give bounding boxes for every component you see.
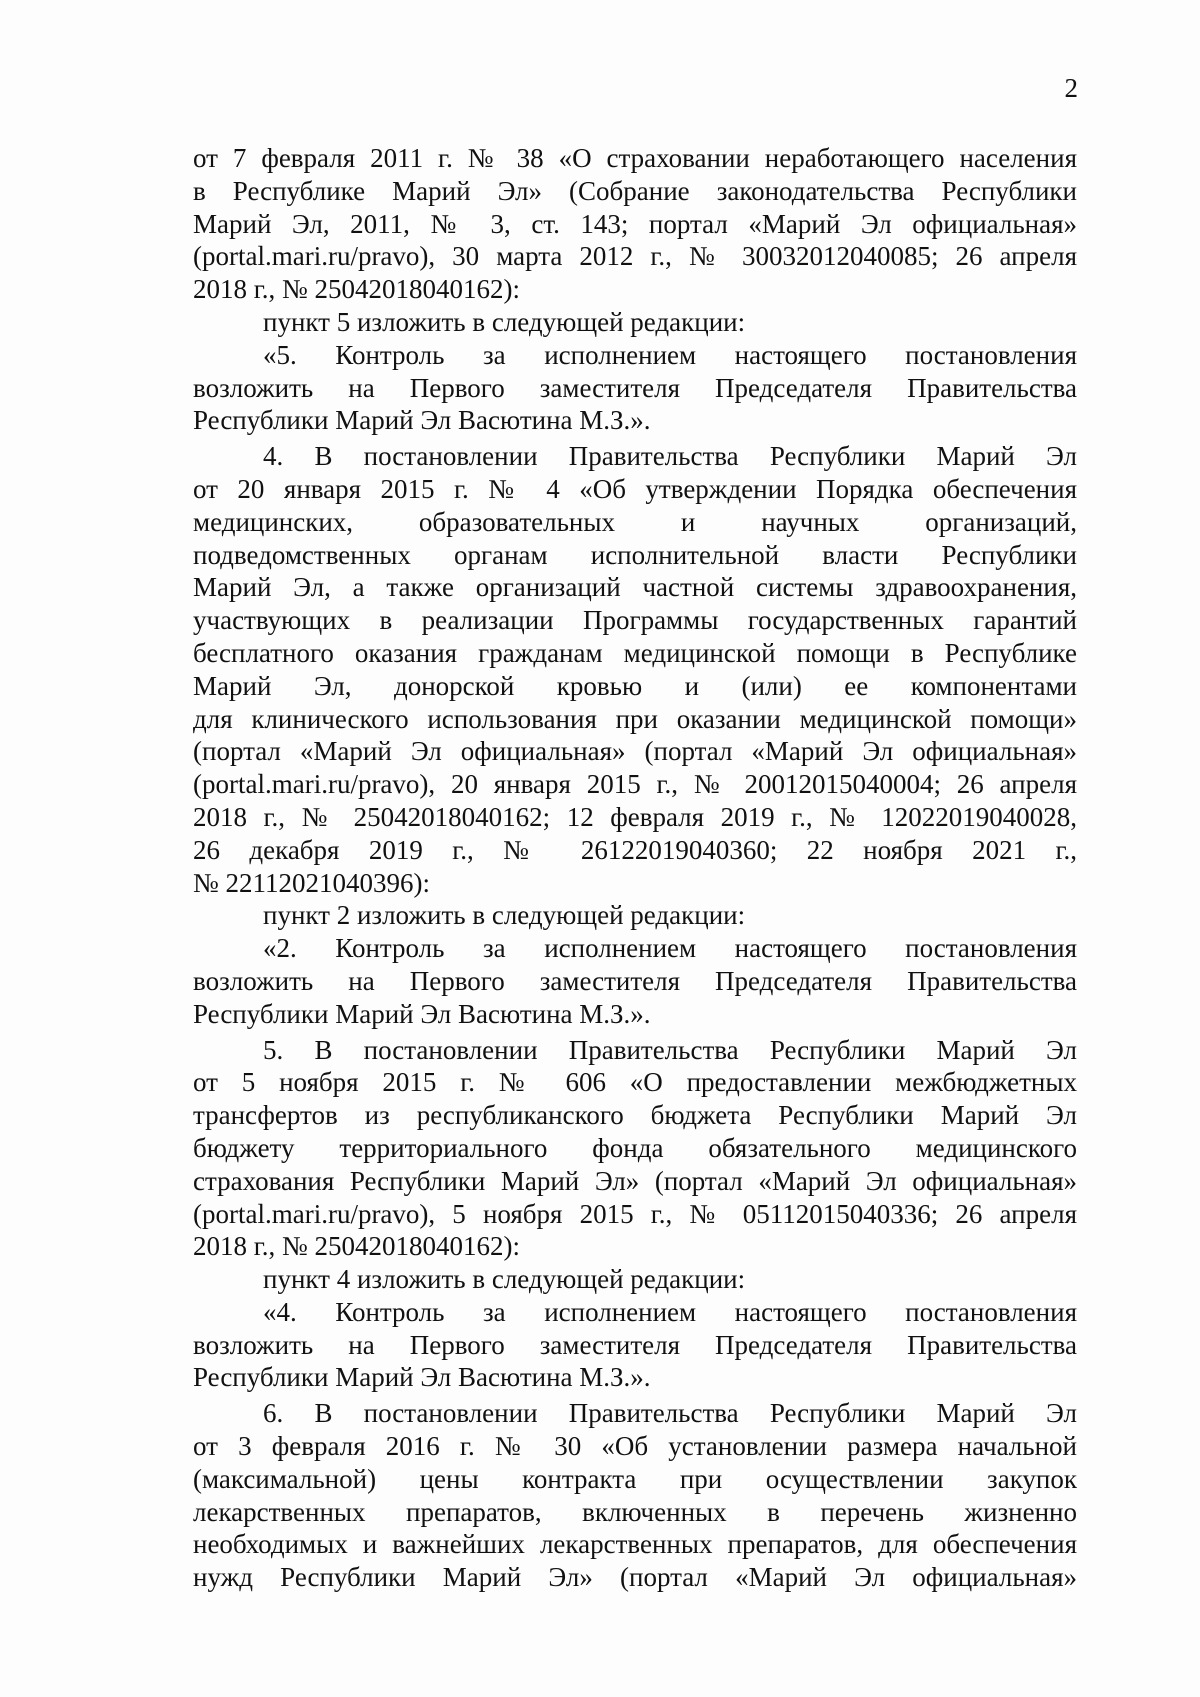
text-line: «4. Контроль за исполнением настоящего постановления [263, 1296, 1077, 1327]
text-line: возложить на Первого заместителя Председателя Правительства [193, 1329, 1077, 1360]
text-line: 2018 г., № 25042018040162): [193, 274, 521, 305]
text-line: участвующих в реализации Программы государственных гарантий [193, 605, 1077, 636]
text-line: пункт 5 изложить в следующей редакции: [263, 306, 746, 337]
text-line: «2. Контроль за исполнением настоящего постановления [263, 933, 1077, 964]
text-line: необходимых и важнейших лекарственных препаратов, для обеспечения [193, 1529, 1077, 1560]
text-line: (портал «Марий Эл официальная» (портал «Марий Эл официальная» [193, 736, 1077, 767]
page-number: 2 [1064, 73, 1078, 103]
text-line: Марий Эл, 2011, № 3, ст. 143; портал «Марий Эл официальная» [193, 208, 1077, 239]
text-line: Республики Марий Эл Васютина М.З.». [193, 998, 651, 1029]
text-line: бюджету территориального фонда обязательного медицинского [193, 1132, 1077, 1163]
text-line: (portal.mari.ru/pravo), 20 января 2015 г., № 20012015040004; 26 апреля [193, 769, 1077, 800]
text-line: от 3 февраля 2016 г. № 30 «Об установлении размера начальной [193, 1431, 1077, 1462]
text-line: в Республике Марий Эл» (Собрание законодательства Республики [193, 175, 1077, 206]
text-line: подведомственных органам исполнительной власти Республики [193, 539, 1077, 570]
text-line: Марий Эл, а также организаций частной системы здравоохранения, [193, 572, 1077, 603]
text-line: Республики Марий Эл Васютина М.З.». [193, 405, 651, 436]
text-line: (portal.mari.ru/pravo), 5 ноября 2015 г., № 05112015040336; 26 апреля [193, 1198, 1077, 1229]
text-line: нужд Республики Марий Эл» (портал «Марий Эл официальная» [193, 1562, 1077, 1593]
text-line: от 5 ноября 2015 г. № 606 «О предоставлении межбюджетных [193, 1067, 1077, 1098]
text-line: лекарственных препаратов, включенных в перечень жизненно [193, 1496, 1077, 1527]
text-line: Марий Эл, донорской кровью и (или) ее компонентами [193, 670, 1077, 701]
text-line: 2018 г., № 25042018040162; 12 февраля 2019 г., № 12022019040028, [193, 801, 1077, 832]
text-line: Республики Марий Эл Васютина М.З.». [193, 1362, 651, 1393]
text-line: (portal.mari.ru/pravo), 30 марта 2012 г., № 30032012040085; 26 апреля [193, 241, 1077, 272]
text-line: возложить на Первого заместителя Председателя Правительства [193, 372, 1077, 403]
text-line: 4. В постановлении Правительства Республики Марий Эл [263, 441, 1077, 472]
text-line: 5. В постановлении Правительства Республики Марий Эл [263, 1034, 1077, 1065]
text-line: бесплатного оказания гражданам медицинской помощи в Республике [193, 637, 1077, 668]
text-line: (максимальной) цены контракта при осуществлении закупок [193, 1463, 1077, 1494]
text-line: страхования Республики Марий Эл» (портал «Марий Эл официальная» [193, 1165, 1077, 1196]
text-line: 2018 г., № 25042018040162): [193, 1231, 521, 1262]
text-line: № 22112021040396): [193, 867, 431, 898]
text-line: пункт 4 изложить в следующей редакции: [263, 1264, 746, 1295]
text-line: от 7 февраля 2011 г. № 38 «О страховании неработающего населения [193, 143, 1077, 173]
text-line: трансфертов из республиканского бюджета Республики Марий Эл [193, 1100, 1077, 1131]
text-line: возложить на Первого заместителя Председателя Правительства [193, 965, 1077, 996]
text-line: пункт 2 изложить в следующей редакции: [263, 900, 746, 931]
text-line: медицинских, образовательных и научных организаций, [193, 506, 1077, 537]
text-line: от 20 января 2015 г. № 4 «Об утверждении Порядка обеспечения [193, 473, 1077, 504]
text-line: для клинического использования при оказании медицинской помощи» [193, 703, 1077, 734]
document-body [193, 142, 1077, 1594]
text-line: 6. В постановлении Правительства Республики Марий Эл [263, 1398, 1077, 1429]
text-line: 26 декабря 2019 г., № 26122019040360; 22 ноября 2021 г., [193, 834, 1077, 865]
text-line: «5. Контроль за исполнением настоящего постановления [263, 339, 1077, 370]
